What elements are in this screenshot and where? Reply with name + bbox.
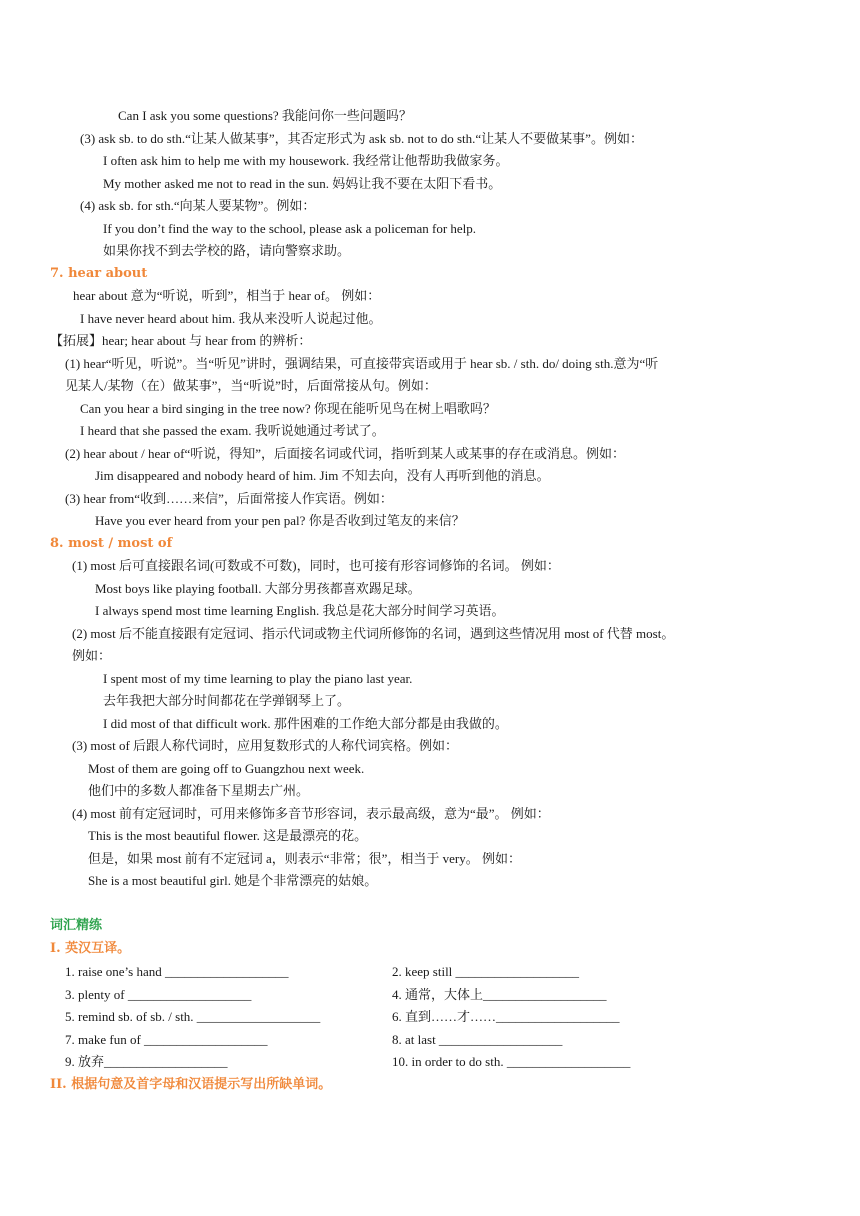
most-point-2-example-2: 去年我把大部分时间都花在学弹钢琴上了。 xyxy=(103,693,351,708)
most-point-4: (4) most 前有定冠词时，可用来修饰多音节形容词，表示最高级，意为“最”。 例如： xyxy=(72,806,550,821)
hear-point-1-example-2: I heard that she passed the exam. 我听说她通过考试了。 xyxy=(80,423,385,438)
exercise-item-4: 4. 通常，大体上___________________ xyxy=(392,987,607,1002)
most-title: 8. most / most of xyxy=(50,536,173,551)
most-point-1-example-2: I always spend most time learning English. 我总是花大部分时间学习英语。 xyxy=(95,603,505,618)
ask-point-3: (3) ask sb. to do sth.“让某人做某事”，其否定形式为 ask sb. not to do sth.“让某人不要做某事”。例如： xyxy=(80,131,643,146)
hear-about-desc: hear about 意为“听说，听到”，相当于 hear of。 例如： xyxy=(73,288,381,303)
most-point-3-example-1: Most of them are going off to Guangzhou next week. xyxy=(88,761,365,776)
most-point-1-example-1: Most boys like playing football. 大部分男孩都喜欢踢足球。 xyxy=(95,581,421,596)
exercise-item-10: 10. in order to do sth. ___________________ xyxy=(392,1054,631,1069)
most-point-3: (3) most of 后跟人称代词时，应用复数形式的人称代词宾格。例如： xyxy=(72,738,459,753)
exercise-section-1-title: I. 英汉互译。 xyxy=(50,941,131,956)
most-point-1: (1) most 后可直接跟名词(可数或不可数)，同时，也可接有形容词修饰的名词。 例如： xyxy=(72,558,560,573)
hear-expand-heading: 【拓展】hear; hear about 与 hear from 的辨析： xyxy=(50,333,312,348)
exercise-item-5: 5. remind sb. of sb. / sth. ___________________ xyxy=(65,1009,321,1024)
ask-point-4-example-1: If you don’t find the way to the school, please ask a policeman for help. xyxy=(103,221,477,236)
most-point-4-example-1: This is the most beautiful flower. 这是最漂亮的花。 xyxy=(88,828,368,843)
hear-point-2-example-1: Jim disappeared and nobody heard of him. Jim 不知去向，没有人再听到他的消息。 xyxy=(95,468,550,483)
exercise-item-2: 2. keep still ___________________ xyxy=(392,964,580,979)
most-point-2-example-1: I spent most of my time learning to play the piano last year. xyxy=(103,671,413,686)
most-point-2a: (2) most 后不能直接跟有定冠词、指示代词或物主代词所修饰的名词，遇到这些情况用 most of 代替 most。 xyxy=(72,626,675,641)
ask-example-0: Can I ask you some questions? 我能问你一些问题吗？ xyxy=(118,108,412,123)
hear-about-example-1: I have never heard about him. 我从来没听人说起过他。 xyxy=(80,311,382,326)
exercise-item-9: 9. 放弃___________________ xyxy=(65,1054,228,1069)
hear-point-1b: 见某人/某物（在）做某事”，当“听说”时，后面常接从句。例如： xyxy=(65,378,437,393)
hear-point-1-example-1: Can you hear a bird singing in the tree now? 你现在能听见鸟在树上唱歌吗？ xyxy=(80,401,496,416)
exercise-section-2-title: II. 根据句意及首字母和汉语提示写出所缺单词。 xyxy=(50,1077,332,1092)
hear-point-3-example-1: Have you ever heard from your pen pal? 你是否收到过笔友的来信？ xyxy=(95,513,465,528)
most-point-4-example-2: 但是，如果 most 前有不定冠词 a，则表示“非常；很”，相当于 very。 例如： xyxy=(88,851,521,866)
ask-point-3-example-1: I often ask him to help me with my housework. 我经常让他帮助我做家务。 xyxy=(103,153,509,168)
hear-point-3: (3) hear from“收到……来信”，后面常接人作宾语。例如： xyxy=(65,491,393,506)
ask-point-4-example-2: 如果你找不到去学校的路，请向警察求助。 xyxy=(103,243,351,258)
exercise-item-1: 1. raise one’s hand ___________________ xyxy=(65,964,289,979)
most-point-4-example-3: She is a most beautiful girl. 她是个非常漂亮的姑娘。 xyxy=(88,873,378,888)
exercise-item-7: 7. make fun of ___________________ xyxy=(65,1032,268,1047)
most-point-2-example-3: I did most of that difficult work. 那件困难的工作绝大部分都是由我做的。 xyxy=(103,716,508,731)
exercise-item-6: 6. 直到……才……___________________ xyxy=(392,1009,620,1024)
most-point-3-example-2: 他们中的多数人都准备下星期去广州。 xyxy=(88,783,310,798)
exercise-item-8: 8. at last ___________________ xyxy=(392,1032,563,1047)
hear-point-1a: (1) hear“听见，听说”。当“听见”讲时，强调结果，可直接带宾语或用于 hear sb. / sth. do/ doing sth.意为“听 xyxy=(65,356,659,371)
exercise-item-3: 3. plenty of ___________________ xyxy=(65,987,252,1002)
exercise-heading: 词汇精练 xyxy=(50,918,103,933)
ask-point-3-example-2: My mother asked me not to read in the sun. 妈妈让我不要在太阳下看书。 xyxy=(103,176,502,191)
ask-point-4: (4) ask sb. for sth.“向某人要某物”。例如： xyxy=(80,198,316,213)
hear-point-2: (2) hear about / hear of“听说，得知”，后面接名词或代词，指听到某人或某事的存在或消息。例如： xyxy=(65,446,626,461)
hear-about-title: 7. hear about xyxy=(50,266,148,281)
most-point-2b: 例如： xyxy=(72,648,112,663)
